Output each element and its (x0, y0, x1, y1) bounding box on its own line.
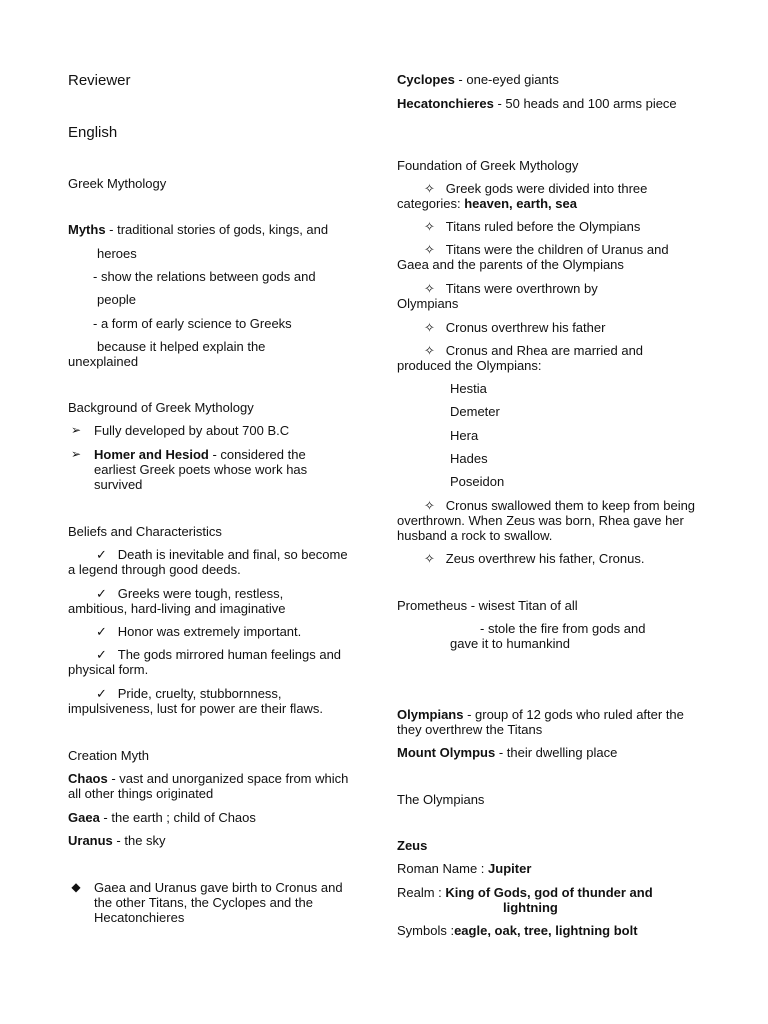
gaea-def: - the earth ; child of Chaos (99, 810, 256, 825)
myths-line (68, 222, 328, 237)
foundation-6-text: Cronus and Rhea are married and produced the Olympians: (397, 343, 644, 373)
foundation-8 (397, 551, 707, 566)
creation-birth-item (68, 880, 368, 925)
realm-value: King of Gods, god of thunder and (445, 885, 653, 900)
myths-line-4: people (97, 292, 137, 307)
zeus-symbols (397, 923, 638, 938)
foundation-3-text: Titans were the children of Uranus and Gaea and the parents of the Olympians (397, 242, 669, 272)
doc-title: Reviewer (68, 72, 131, 89)
foundation-2 (397, 219, 697, 234)
foundation-6 (397, 343, 692, 373)
star-bullet-icon: ✧ (424, 551, 435, 566)
beliefs-heading: Beliefs and Characteristics (68, 524, 222, 539)
chaos-line (68, 771, 358, 801)
belief-1 (68, 547, 348, 577)
olympian-child: Hades (450, 451, 488, 466)
myths-line-2: heroes (97, 246, 137, 261)
prometheus-line-2b: gave it to humankind (450, 636, 570, 651)
cyclopes-line (397, 72, 559, 87)
chaos-def: - vast and unorganized space from which all other things originated (68, 771, 349, 801)
star-bullet-icon: ✧ (424, 498, 435, 513)
star-bullet-icon: ✧ (424, 242, 435, 257)
star-bullet-icon: ✧ (424, 343, 435, 358)
olympus-term: Mount Olympus (397, 745, 496, 760)
belief-5 (68, 686, 368, 716)
hecaton-def: - 50 heads and 100 arms piece (493, 96, 677, 111)
uranus-term: Uranus (68, 833, 113, 848)
check-icon: ✓ (96, 686, 107, 701)
belief-5-text: Pride, cruelty, stubbornness, impulsiveness, lust for power are their flaws. (68, 686, 324, 716)
creation-birth-text: Gaea and Uranus gave birth to Cronus and the other Titans, the Cyclopes and the Hecatonchieres (94, 880, 343, 925)
foundation-8-text: Zeus overthrew his father, Cronus. (445, 551, 645, 566)
prometheus-line-2a: - stole the fire from gods and (480, 621, 646, 636)
topic-heading: Greek Mythology (68, 176, 167, 191)
uranus-def: - the sky (112, 833, 166, 848)
olympians-def: - group of 12 gods who ruled after the they overthrew the Titans (397, 707, 684, 737)
zeus-heading: Zeus (397, 838, 428, 853)
symbols-value: eagle, oak, tree, lightning bolt (454, 923, 638, 938)
belief-1-text: Death is inevitable and final, so become a legend through good deeds. (68, 547, 348, 577)
belief-4-text: The gods mirrored human feelings and physical form. (68, 647, 342, 677)
myths-line-6a: because it helped explain the (97, 339, 266, 354)
gaea-line (68, 810, 256, 825)
arrow-bullet-icon: ➢ (70, 423, 82, 437)
background-item-2 (68, 447, 368, 492)
background-item-2-def: - considered the earliest Greek poets whose work has survived (94, 447, 308, 492)
realm-label: Realm : (397, 885, 446, 900)
olympian-child: Demeter (450, 404, 500, 419)
myths-line-5: - a form of early science to Greeks (93, 316, 292, 331)
background-heading: Background of Greek Mythology (68, 400, 254, 415)
belief-2-text: Greeks were tough, restless, ambitious, hard-living and imaginative (68, 586, 286, 616)
hecaton-line (397, 96, 697, 111)
belief-2 (68, 586, 338, 616)
star-bullet-icon: ✧ (424, 219, 435, 234)
background-item-1-text: Fully developed by about 700 B.C (94, 423, 290, 438)
foundation-1-bold: heaven, earth, sea (464, 196, 577, 211)
check-icon: ✓ (96, 547, 107, 562)
check-icon: ✓ (96, 647, 107, 662)
chaos-term: Chaos (68, 771, 108, 786)
foundation-4 (397, 281, 657, 311)
olympians-line (397, 707, 687, 737)
roman-label: Roman Name : (397, 861, 489, 876)
foundation-7 (397, 498, 707, 543)
diamond-bullet-icon: ◆ (71, 880, 81, 894)
roman-value: Jupiter (488, 861, 532, 876)
foundation-4-text: Titans were overthrown by Olympians (397, 281, 598, 311)
belief-4 (68, 647, 358, 677)
foundation-5 (397, 320, 697, 335)
olympus-line (397, 745, 617, 760)
myths-term: Myths (68, 222, 106, 237)
arrow-bullet-icon: ➢ (70, 447, 82, 461)
olympus-def: - their dwelling place (495, 745, 618, 760)
foundation-5-text: Cronus overthrew his father (445, 320, 606, 335)
star-bullet-icon: ✧ (424, 281, 435, 296)
background-item-2-term: Homer and Hesiod (94, 447, 209, 462)
myths-def: - traditional stories of gods, kings, and (105, 222, 329, 237)
check-icon: ✓ (96, 624, 107, 639)
foundation-3 (397, 242, 697, 272)
zeus-roman-name (397, 861, 531, 876)
gaea-term: Gaea (68, 810, 100, 825)
cyclopes-def: - one-eyed giants (454, 72, 559, 87)
the-olympians-heading: The Olympians (397, 792, 485, 807)
prometheus-line-1: Prometheus - wisest Titan of all (397, 598, 578, 613)
star-bullet-icon: ✧ (424, 181, 435, 196)
olympian-child: Hera (450, 428, 479, 443)
belief-3-text: Honor was extremely important. (117, 624, 302, 639)
hecaton-term: Hecatonchieres (397, 96, 494, 111)
belief-3 (68, 624, 368, 639)
olympians-term: Olympians (397, 707, 464, 722)
olympian-child: Poseidon (450, 474, 505, 489)
symbols-label: Symbols : (397, 923, 455, 938)
zeus-realm-cont: lightning (503, 900, 558, 915)
foundation-7-text: Cronus swallowed them to keep from being overthrown. When Zeus was born, Rhea gave her husband a rock to swallow. (397, 498, 696, 543)
olympian-child: Hestia (450, 381, 487, 396)
uranus-line (68, 833, 166, 848)
zeus-realm (397, 885, 653, 900)
foundation-1 (397, 181, 697, 211)
foundation-2-text: Titans ruled before the Olympians (445, 219, 641, 234)
check-icon: ✓ (96, 586, 107, 601)
creation-heading: Creation Myth (68, 748, 149, 763)
foundation-heading: Foundation of Greek Mythology (397, 158, 579, 173)
myths-line-6b: unexplained (68, 354, 139, 369)
subject-heading: English (68, 124, 118, 141)
myths-line-3: - show the relations between gods and (93, 269, 316, 284)
cyclopes-term: Cyclopes (397, 72, 455, 87)
foundation-1-text: Greek gods were divided into three categories: (397, 181, 648, 211)
star-bullet-icon: ✧ (424, 320, 435, 335)
